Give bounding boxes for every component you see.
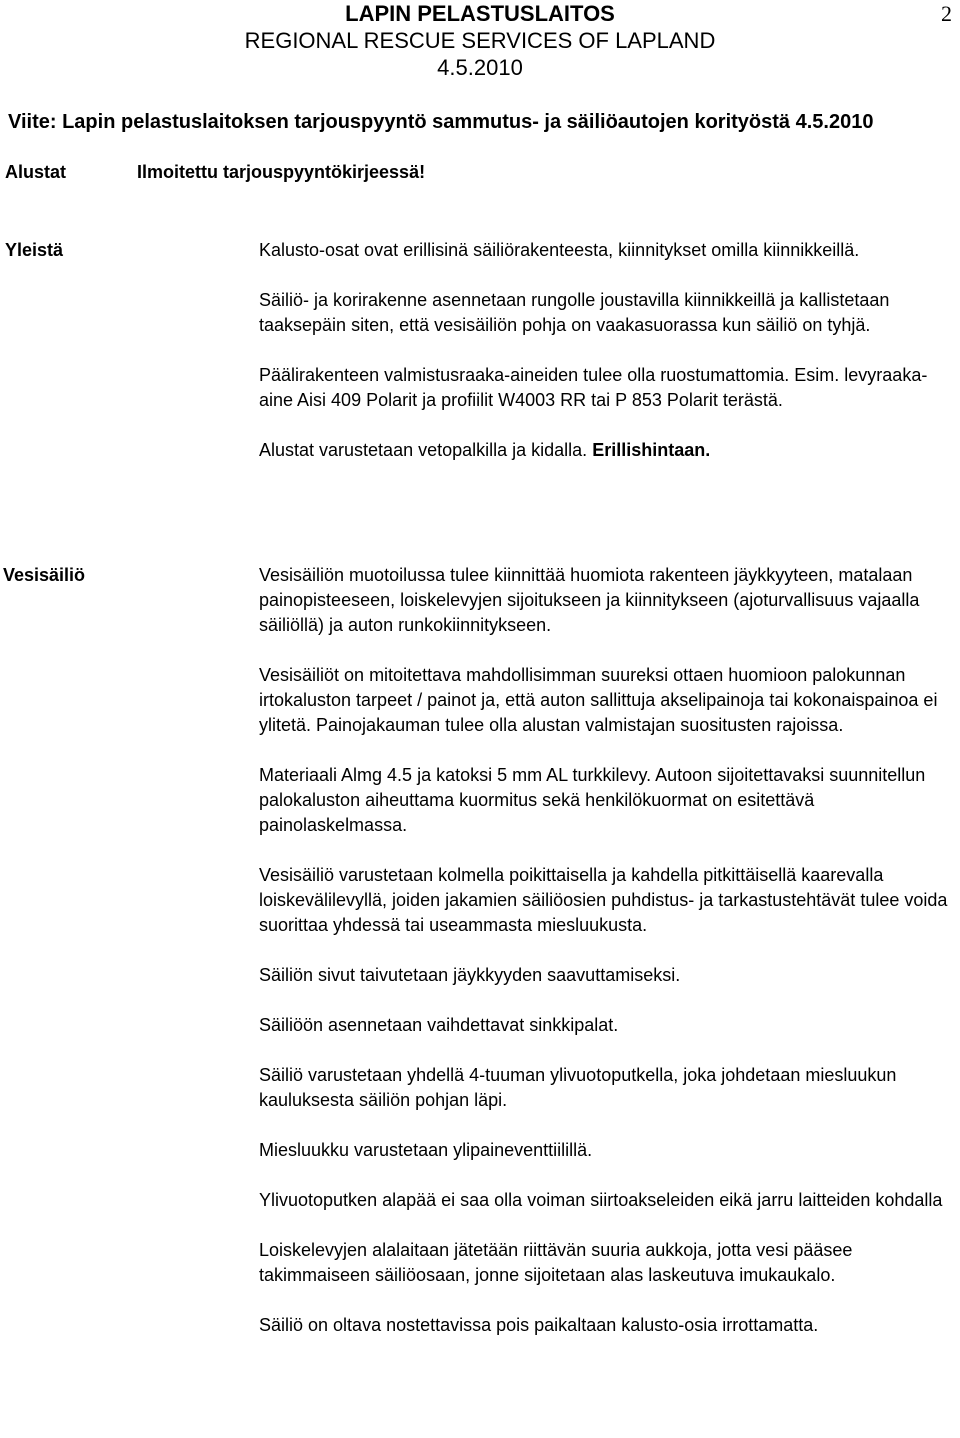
paragraph: Kalusto-osat ovat erillisinä säiliörakenteesta, kiinnitykset omilla kiinnikkeillä. [259,240,860,260]
organization-name-fi: LAPIN PELASTUSLAITOS [345,1,615,26]
paragraph: Loiskelevyjen alalaitaan jätetään riittävän suuria aukkoja, jotta vesi pääsee takimmaiseen säiliöosaan, jonne sijoitetaan alas laskeutuva imukaukalo. [259,1240,853,1285]
section-body-vesisailio [259,563,954,1338]
subject-line: Viite: Lapin pelastuslaitoksen tarjouspyyntö sammutus- ja säiliöautojen korityöstä 4.5.2010 [8,111,874,133]
paragraph-text: Alustat varustetaan vetopalkilla ja kidalla. [259,440,588,460]
paragraph: Säiliön sivut taivutetaan jäykkyyden saavuttamiseksi. [259,965,681,985]
paragraph: Säiliö on oltava nostettavissa pois paikaltaan kalusto-osia irrottamatta. [259,1315,819,1335]
section-label-yleista: Yleistä [5,240,64,260]
paragraph: Vesisäiliö varustetaan kolmella poikittaisella ja kahdella pitkittäisellä kaarevalla loiskevälilevyllä, joiden jakamien säiliöosien puhdistus- ja tarkastustehtävät tulee voida suorittaa yhdessä tai useammasta miesluukusta. [259,865,948,935]
paragraph: Miesluukku varustetaan ylipaineventtiilillä. [259,1140,593,1160]
paragraph: Säiliö varustetaan yhdellä 4-tuuman ylivuotoputkella, joka johdetaan miesluukun kauluksesta säiliön pohjan läpi. [259,1065,897,1110]
paragraph [259,438,954,463]
paragraph: Säiliö- ja korirakenne asennetaan rungolle joustavilla kiinnikkeillä ja kallistetaan taaksepäin siten, että vesisäiliön pohja on vaakasuorassa kun säiliö on tyhjä. [259,290,890,335]
paragraph: Materiaali Almg 4.5 ja katoksi 5 mm AL turkkilevy. Autoon sijoitettavaksi suunnitellun palokaluston aiheuttama kuormitus sekä henkilökuormat on esitettävä painolaskelmassa. [259,765,926,835]
document-header [0,0,960,81]
paragraph: Ylivuotoputken alapää ei saa olla voiman siirtoakseleiden eikä jarru laitteiden kohdalla [259,1190,943,1210]
paragraph: Säiliöön asennetaan vaihdettavat sinkkipalat. [259,1015,619,1035]
section-body-yleista [259,238,954,463]
paragraph: Vesisäiliön muotoilussa tulee kiinnittää huomiota rakenteen jäykkyyteen, matalaan painopisteeseen, loiskelevyjen sijoitukseen ja kiinnitykseen (ajoturvallisuus vajaalla säiliöllä) ja auton runkokiinnitykseen. [259,565,920,635]
section-label-vesisailio: Vesisäiliö [3,565,86,585]
section-label-alustat: Alustat [5,162,67,182]
paragraph: Vesisäiliöt on mitoitettava mahdollisimman suureksi ottaen huomioon palokunnan irtokaluston tarpeet / painot ja, että auton sallittuja akselipainoja tai kokonaispainoa ei ylitetä. Painojakauman tulee olla alustan valmistajan suositusten rajoissa. [259,665,938,735]
page-number: 2 [941,1,952,26]
paragraph-emphasis: Erillishintaan. [592,440,711,460]
document-date: 4.5.2010 [437,55,523,80]
organization-name-en: REGIONAL RESCUE SERVICES OF LAPLAND [244,28,716,53]
section-text-alustat: Ilmoitettu tarjouspyyntökirjeessä! [137,162,426,182]
paragraph: Päälirakenteen valmistusraaka-aineiden tulee olla ruostumattomia. Esim. levyraaka-aine Aisi 409 Polarit ja profiilit W4003 RR tai P 853 Polarit terästä. [259,365,928,410]
